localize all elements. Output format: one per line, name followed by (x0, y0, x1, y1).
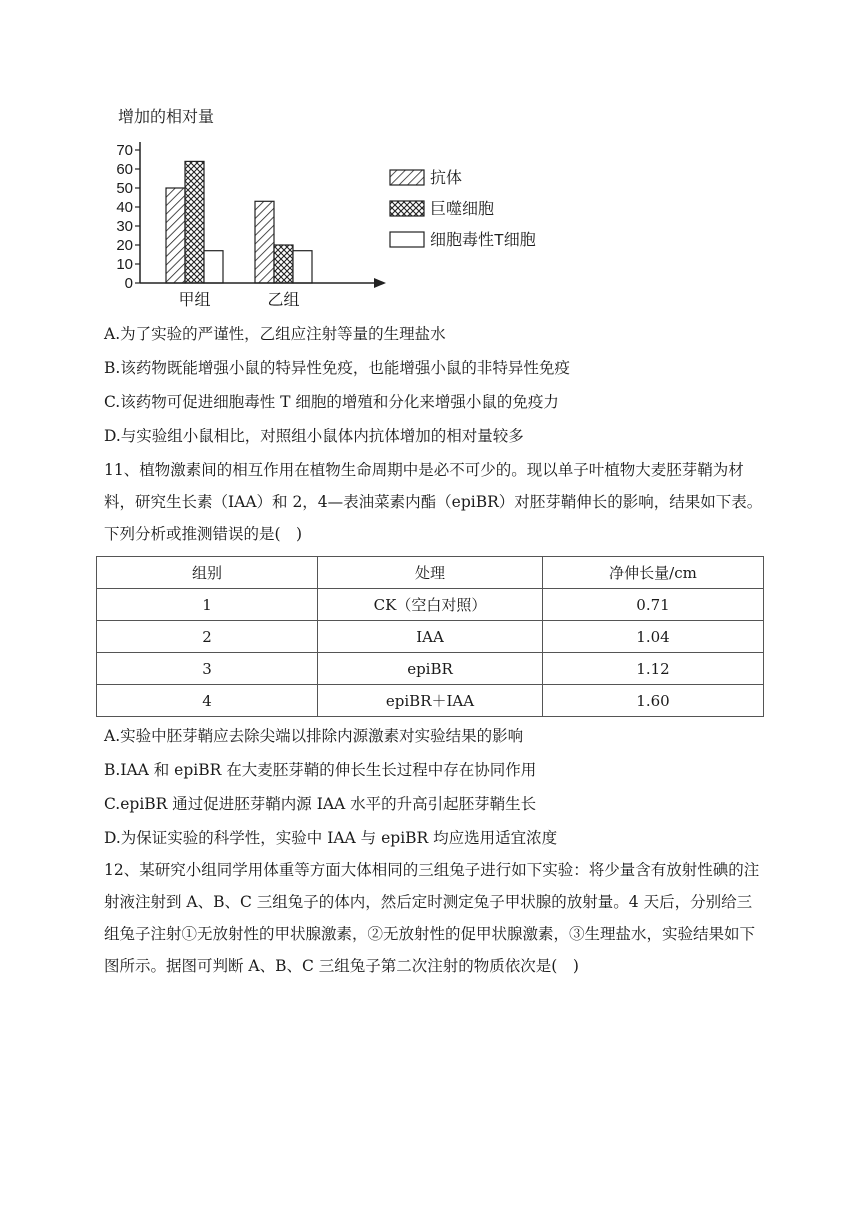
y-tick-label: 10 (116, 256, 133, 273)
q10-option-a: A.为了实验的严谨性，乙组应注射等量的生理盐水 (104, 325, 446, 343)
table-header-cell: 组别 (97, 557, 318, 589)
table-cell: 1.12 (543, 653, 764, 685)
y-tick-label: 60 (116, 161, 133, 178)
table-cell: epiBR (318, 653, 543, 685)
x-category-label: 乙组 (267, 292, 300, 309)
table-cell: IAA (318, 621, 543, 653)
q10-option-c: C.该药物可促进细胞毒性 T 细胞的增殖和分化来增强小鼠的免疫力 (104, 393, 559, 411)
table-cell: 1.60 (543, 685, 764, 717)
table-cell: 0.71 (543, 589, 764, 621)
table-cell: 1.04 (543, 621, 764, 653)
q11-stem: 11、植物激素间的相互作用在植物生命周期中是必不可少的。现以单子叶植物大麦胚芽鞘为材料，研究生长素（IAA）和 2，4—表油菜素内酯（epiBR）对胚芽鞘伸长的影响，结果如下表。下列分析或推测错误的是( ) (104, 461, 763, 543)
y-tick-label: 50 (116, 180, 133, 197)
y-tick-label: 0 (124, 275, 133, 292)
table-cell: 4 (97, 685, 318, 717)
legend-label: 抗体 (430, 170, 463, 187)
y-tick-label: 20 (116, 237, 133, 254)
table-row (97, 653, 764, 685)
table-row (97, 621, 764, 653)
q11-option-a: A.实验中胚芽鞘应去除尖端以排除内源激素对实验结果的影响 (104, 727, 524, 745)
bar-crosshatch (185, 161, 204, 283)
y-tick-label: 40 (116, 199, 133, 216)
q11-option-b: B.IAA 和 epiBR 在大麦胚芽鞘的伸长生长过程中存在协同作用 (104, 761, 537, 779)
legend-swatch-empty (390, 232, 424, 247)
x-axis-arrow-icon (374, 278, 386, 288)
y-axis-label: 增加的相对量 (118, 109, 215, 126)
table-cell: 3 (97, 653, 318, 685)
table-cell: 1 (97, 589, 318, 621)
table-cell: 2 (97, 621, 318, 653)
table-header-cell: 处理 (318, 557, 543, 589)
table-header-cell: 净伸长量/cm (543, 557, 764, 589)
table-row (97, 589, 764, 621)
q11-option-d: D.为保证实验的科学性，实验中 IAA 与 epiBR 均应选用适宜浓度 (104, 829, 558, 847)
table-cell: epiBR＋IAA (318, 685, 543, 717)
bar-diagonal (255, 201, 274, 283)
bar-crosshatch (274, 245, 293, 283)
q10-option-b: B.该药物既能增强小鼠的特异性免疫，也能增强小鼠的非特异性免疫 (104, 359, 570, 377)
bar-empty (204, 251, 223, 283)
q12-stem: 12、某研究小组同学用体重等方面大体相同的三组兔子进行如下实验：将少量含有放射性碘的注射液注射到 A、B、C 三组兔子的体内，然后定时测定兔子甲状腺的放射量。4 天后，分别给三组兔子注射①无放射性的甲状腺激素，②无放射性的促甲状腺激素，③生理盐水，实验结果如下图所示。据图可判断 A、B、C 三组兔子第二次注射的物质依次是( ) (104, 861, 760, 975)
table-header-row (97, 557, 764, 589)
legend-label: 细胞毒性T细胞 (430, 232, 536, 249)
x-category-label: 甲组 (178, 292, 211, 309)
y-tick-label: 70 (116, 142, 133, 159)
legend-swatch-crosshatch (390, 201, 424, 216)
y-tick-label: 30 (116, 218, 133, 235)
legend-swatch-diagonal (390, 170, 424, 185)
bar-empty (293, 251, 312, 283)
q10-option-d: D.与实验组小鼠相比，对照组小鼠体内抗体增加的相对量较多 (104, 427, 524, 445)
results-table (96, 556, 764, 717)
bar-diagonal (166, 188, 185, 283)
legend-label: 巨噬细胞 (430, 201, 495, 218)
bar-chart (110, 100, 570, 315)
q11-option-c: C.epiBR 通过促进胚芽鞘内源 IAA 水平的升高引起胚芽鞘生长 (104, 795, 537, 813)
table-row (97, 685, 764, 717)
table-cell: CK（空白对照） (318, 589, 543, 621)
